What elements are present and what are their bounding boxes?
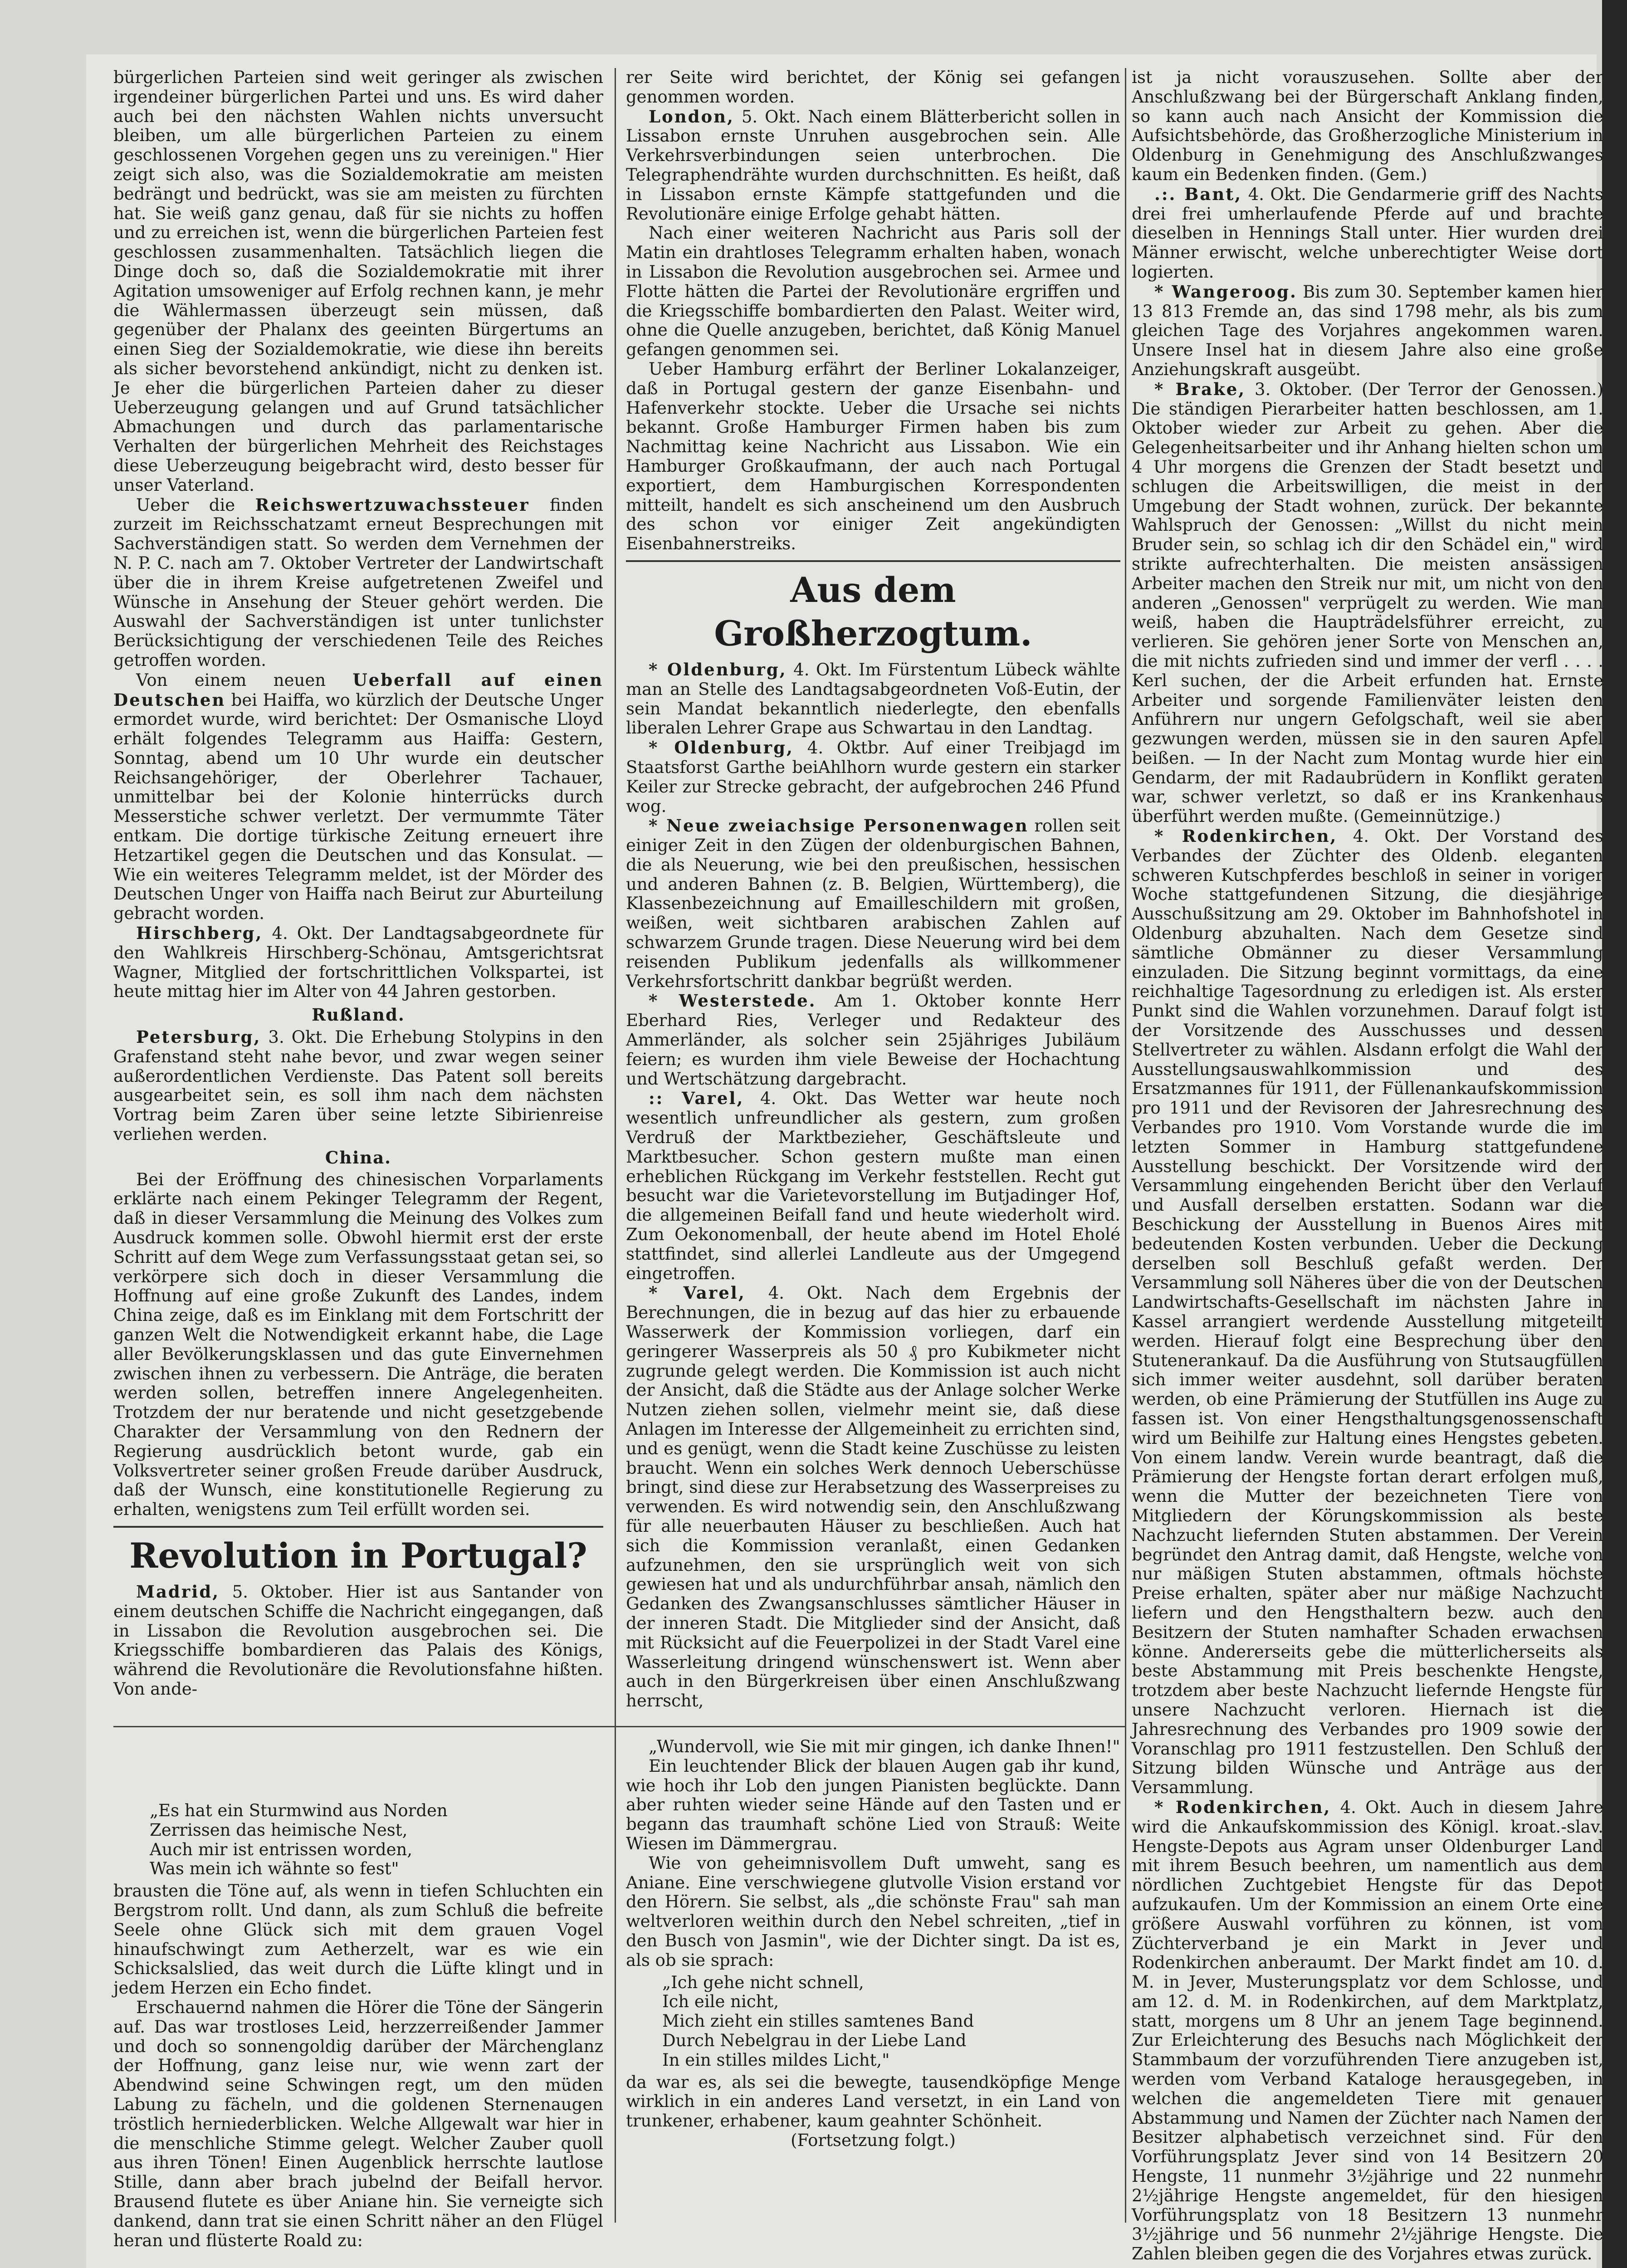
poem-line: Ich eile nicht, (662, 1992, 779, 2012)
column-3 (1132, 68, 1604, 2264)
paragraph: da war es, als sei die bewegte, tausendköpfige Menge wirklich in ein anderes Land versetzt, in ein Land von trunkener, erhabener, kaum geahnter Schönheit. (626, 2072, 1120, 2131)
poem (113, 1801, 603, 1879)
section-heading: China. (325, 1147, 392, 1168)
paragraph: .:. Bant, 4. Okt. Die Gendarmerie griff des Nachts drei frei umherlaufende Pferde auf und brachte dieselben in Hennings Stall unter. Hier wurden drei Männer erwischt, welche unberechtigter Weise dort logierten. (1132, 184, 1603, 282)
paragraph: * Oldenburg, 4. Oktbr. Auf einer Treibjagd im Staatsforst Garthe beiAhlhorn wurde gestern ein starker Keiler zur Strecke gebracht, der aufgebrochen 246 Pfund wog. (626, 738, 1120, 816)
paragraph: Von einem neuen Ueberfall auf einen Deutschen bei Haiffa, wo kürzlich der Deutsche Unger ermordet wurde, wird berichtet: Der Osmanische Lloyd erhält folgendes Telegramm aus Haiffa: Gestern, Sonntag, abend um 10 Uhr wurde ein deutscher Reichsangehöriger, der Oberlehrer Tachauer, unmittelbar bei der Kolonie hinterrücks durch Messerstiche schwer verletzt. Der vermummte Täter entkam. Die dortige türkische Zeitung erneuert ihre Hetzartikel gegen die Deutschen und das Konsulat. — Wie ein weiteres Telegramm meldet, ist der Mörder des Deutschen Unger von Haiffa nach Beirut zur Aburteilung gebracht worden. (113, 670, 603, 924)
poem-line: In ein stilles mildes Licht," (662, 2050, 890, 2070)
paragraph: * Rodenkirchen, 4. Okt. Der Vorstand des Verbandes der Züchter des Oldenb. eleganten schweren Kutschpferdes beschloß in seiner in voriger Woche stattgefundenen Sitzung, die diesjährige Ausschußsitzung am 29. Oktober im Bahnhofshotel in Oldenburg abzuhalten. Nach dem Gesetze sind sämtliche Obmänner zu dieser Versammlung einzuladen. Die Sitzung beginnt vormittags, da eine reichhaltige Tagesordnung zu erledigen ist. Als erster Punkt sind die Wahlen vorzunehmen. Darauf folgt ist der Vorsitzende des Ausschusses und dessen Stellvertreter zu wählen. Alsdann erfolgt die Wahl der Ausstellungsauswahlkommission und des Ersatzmannes für 1911, der Füllenankaufskommission pro 1911 und der Revisoren der Jahresrechnung des Verbandes pro 1910. Vom Vorstande wurde die im letzten Sommer in Hamburg stattgefundene Ausstellung beschickt. Der Vorsitzende wird der Versammlung eingehenden Bericht über den Verlauf und Ausfall derselben erstatten. Sodann war die Beschickung der Ausstellung in Buenos Aires mit bedeutenden Kosten verbunden. Ueber die Deckung derselben soll Beschluß gefaßt werden. Der Versammlung soll Näheres über die von der Deutschen Landwirtschafts-Gesellschaft im nächsten Jahre in Kassel arrangiert werdende Ausstellung mitgeteilt werden. Hierauf folgt eine Besprechung über den Stutenerankauf. Da die Ausführung von Stutsaugfüllen sich immer weiter ausdehnt, soll darüber beraten werden, ob eine Prämierung der Stutfüllen ins Auge zu fassen ist. Von einer Hengsthaltungsgenossenschaft wird um Beihilfe zur Haltung eines Hengstes gebeten. Von einem landw. Verein wurde beantragt, daß die Prämierung der Hengste fortan derart erfolgen muß, wenn die Mutter der bezeichneten Tiere von Mitgliedern der Körungskommission als beste Nachzucht liefernden Stuten abstammen. Der Verein begründet den Antrag damit, daß Hengste, welche von nur mäßigen Stuten abstammen, oftmals höchste Preise erhalten, später aber nur mäßige Nachzucht liefern und den Hengsthaltern bezw. auch den Besitzern der Stuten namhafter Schaden erwachsen könne. Andererseits gebe die mütterlicherseits als beste Abstammung mit Preis beschenkte Hengste, trotzdem aber beste Nachzucht liefernde Hengste für unsere Nachzucht verloren. Hiernach ist die Jahresrechnung des Verbandes pro 1909 sowie der Voranschlag pro 1911 festzustellen. Den Schluß der Sitzung bilden Wünsche und Anträge aus der Versammlung. (1132, 826, 1603, 1798)
paragraph: * Neue zweiachsige Personenwagen rollen seit einiger Zeit in den Zügen der oldenburgischen Bahnen, die als Neuerung, wie bei den preußischen, hessischen und anderen Bahnen (z. B. Belgien, Württemberg), die Klassenbezeichnung auf Emailleschildern mit großen, weißen, weit sichtbaren arabischen Zahlen auf schwarzem Grunde tragen. Diese Neuerung wird bei dem reisenden Publikum jedenfalls als willkommener Verkehrsfortschritt dankbar begrüßt werden. (626, 816, 1120, 991)
divider (113, 1526, 603, 1528)
column-2 (626, 68, 1120, 1746)
paragraph: * Oldenburg, 4. Okt. Im Fürstentum Lübeck wählte man an Stelle des Landtagsabgeordneten Voß-Eutin, der sein Mandat bekanntlich niederlegte, den ebenfalls liberalen Lehrer Grape aus Schwartau in den Landtag. (626, 659, 1120, 738)
paragraph: rer Seite wird berichtet, der König sei gefangen genommen worden. (626, 68, 1120, 107)
poem-line: „Ich gehe nicht schnell, (662, 1972, 864, 1992)
poem (626, 1973, 1120, 2070)
poem-line: „Es hat ein Sturmwind aus Norden (150, 1801, 448, 1820)
paragraph: * Westerstede. Am 1. Oktober konnte Herr Eberhard Ries, Verleger und Redakteur des Ammerländer, als solcher sein 25jähriges Jubiläum feiern; es wurden ihm viele Beweise der Hochachtung und Wertschätzung dargebracht. (626, 991, 1120, 1089)
poem-line: Auch mir ist entrissen worden, (150, 1839, 413, 1859)
feuilleton-column-1 (113, 1799, 603, 2250)
paragraph: Wie von geheimnisvollem Duft umweht, sang es Aniane. Eine verschwiegene glutvolle Vision erstand vor den Hörern. Sie selbst, als „die schönste Frau" sah man weltverloren weithin durch den Nebel schreiten, „tief in den Busch von Jasmin", wie der Dichter singt. Da ist es, als ob sie sprach: (626, 1853, 1120, 1970)
paragraph: bürgerlichen Parteien sind weit geringer als zwischen irgendeiner bürgerlichen Partei und uns. Es wird daher auch bei den nächsten Wahlen nichts unversucht bleiben, um alle bürgerlichen Parteien zu einem geschlossenen Vorgehen gegen uns zu vereinigen." Hier zeigt sich also, was die Sozialdemokratie am meisten bedrängt und bedrückt, was sie am meisten zu fürchten hat. Sie weiß ganz genau, daß für sie nichts zu hoffen und zu erreichen ist, wenn die bürgerlichen Parteien fest geschlossen zusammenhalten. Tatsächlich liegen die Dinge doch so, daß die Sozialdemokratie mit ihrer Agitation umsoweniger auf Erfolg rechnen kann, je mehr die Wählermassen überzeugt sein müssen, daß gegenüber der Phalanx des geeinten Bürgertums an einen Sieg der Sozialdemokratie, wie diese ihn bereits als sicher bevorstehend ankündigt, nicht zu denken ist. Je eher die bürgerlichen Parteien daher zu dieser Ueberzeugung gelangen und auf Grund tatsächlicher Abmachungen und durch das parlamentarische Verhalten der bürgerlichen Mehrheit des Reichstages diese Ueberzeugung beigebracht wird, desto besser für unser Vaterland. (113, 68, 603, 495)
paragraph: Petersburg, 3. Okt. Die Erhebung Stolypins in den Grafenstand steht nahe bevor, und zwar wegen seiner außerordentlichen Verdienste. Das Patent soll bereits ausgearbeitet sein, es soll ihm nach dem nächsten Vortrag beim Zaren über seine letzte Sibirienreise verliehen werden. (113, 1027, 603, 1144)
paragraph: Erschauernd nahmen die Hörer die Töne der Sängerin auf. Das war trostloses Leid, herzzerreißender Jammer und doch so sonnengoldig darüber der Märchenglanz der Hoffnung, ganz leise nur, wie wenn zart der Abendwind seine Schwingen regt, um den müden Labung zu fächeln, und die goldenen Sternenaugen tröstlich herniederblicken. Welche Allgewalt war hier in die menschliche Stimme gelegt. Welcher Zauber quoll aus ihren Tönen! Einen Augenblick herrschte lautlose Stille, dann aber brach jubelnd der Beifall hervor. Brausend flutete es über Aniane hin. Sie verneigte sich dankend, dann trat sie einen Schritt näher an den Flügel heran und flüsterte Roald zu: (113, 1997, 603, 2250)
continuation-note: (Fortsetzung folgt.) (791, 2130, 956, 2150)
paragraph: London, 5. Okt. Nach einem Blätterbericht sollen in Lissabon ernste Unruhen ausgebrochen sein. Alle Verkehrsverbindungen seien unterbrochen. Die Telegraphendrähte wurden durchschnitten. Es heißt, daß in Lissabon ernste Kämpfe stattgefunden und die Revolutionäre einige Erfolge gehabt hätten. (626, 106, 1120, 224)
divider (626, 560, 1120, 562)
poem-line: Zerrissen das heimische Nest, (150, 1820, 408, 1840)
paragraph: Madrid, 5. Oktober. Hier ist aus Santander von einem deutschen Schiffe die Nachricht eingegangen, daß in Lissabon die Revolution ausgebrochen sei. Die Kriegsschiffe bombardieren das Palais des Königs, während die Revolutionäre die Revolutionsfahne hißten. Von ande- (113, 1581, 603, 1699)
paragraph: * Brake, 3. Oktober. (Der Terror der Genossen.) Die ständigen Pierarbeiter hatten beschlossen, am 1. Oktober wieder zur Arbeit zu gehen. Aber die Gelegenheitsarbeiter und ihr Anhang hielten schon um 4 Uhr morgens die Grenzen der Stadt besetzt und schlugen die Arbeitswilligen, die meist in der Umgebung der Stadt wohnen, zurück. Der bekannte Wahlspruch der Genossen: „Willst du nicht mein Bruder sein, so schlag ich dir den Schädel ein," wird strikte aufrechterhalten. Die meisten ansässigen Arbeiter machen den Streik nur mit, um nicht von den anderen „Genossen" verprügelt zu werden. Wie man weiß, haben die Haupträdelsführer erreicht, zu verlieren. Sie gehören jener Sorte von Menschen an, die mit nichts zufrieden sind und immer der verfl . . . . Kerl suchen, der die Arbeit erfunden hat. Ernste Arbeiter und sorgende Familienväter leisten den Anführern nur ungern Gefolgschaft, weil sie aber gezwungen werden, müssen sie in den sauren Apfel beißen. — In der Nacht zum Montag wurde hier ein Gendarm, der mit Radaubrüdern in Konflikt geraten war, schwer verletzt, so daß er ins Krankenhaus überführt werden mußte. (Gemeinnützige.) (1132, 379, 1604, 826)
paragraph: „Wundervoll, wie Sie mit mir gingen, ich danke Ihnen!" (649, 1737, 1120, 1756)
paragraph: Ueber die Reichswertzuwachssteuer finden zurzeit im Reichsschatzamt erneut Besprechungen mit Sachverständigen statt. So werden dem Vernehmen der N. P. C. nach am 7. Oktober Vertreter der Landwirtschaft über die in ihrem Kreise aufgetretenen Zweifel und Wünsche in Ansehung der Steuer gehört werden. Die Auswahl der Sachverständigen ist unter tunlichster Berücksichtigung der verschiedenen Teile des Reiches getroffen worden. (113, 494, 603, 670)
column-rule-2 (1125, 68, 1126, 2223)
article-headline: Revolution in Portugal? (129, 1535, 587, 1576)
poem-line: Was mein ich wähnte so fest" (150, 1859, 399, 1879)
paragraph: * Wangeroog. Bis zum 30. September kamen hier 13 813 Fremde an, das sind 1798 mehr, als bis zum gleichen Tage des Vorjahres angekommen waren. Unsere Insel hat in diesem Jahre also eine große Anziehungskraft ausgeübt. (1132, 281, 1603, 379)
paragraph: * Rodenkirchen, 4. Okt. Auch in diesem Jahre wird die Ankaufskommission des Königl. kroat.-slav. Hengste-Depots aus Agram unser Oldenburger Land mit ihrem Besuch beehren, um namentlich aus dem nördlichen Zuchtgebiet Hengste für das Depot aufzukaufen. Um der Kommission an einem Orte eine größere Auswahl vorführen zu können, ist vom Züchterverband je ein Markt in Jever und Rodenkirchen anberaumt. Der Markt findet am 10. d. M. in Jever, Musterungsplatz vor dem Schlosse, und am 12. d. M. in Rodenkirchen, auf dem Marktplatz, statt, morgens um 8 Uhr an jenem Tage beginnend. Zur Erleichterung des Besuchs nach Möglichkeit der Stammbaum der vorzuführenden Tiere anzugeben ist, werden vom Verband Kataloge herausgegeben, in welchen die angemeldeten Tiere mit genauer Abstammung und Namen der Züchter nach Namen der Besitzer alphabetisch verzeichnet sind. Für den Vorführungsplatz Jever sind von 14 Besitzern 20 Hengste, 11 nunmehr 3½jährige und 22 nunmehr 2½jährige Hengste angemeldet, für den hiesigen Vorführungsplatz von 18 Besitzern 13 nunmehr 3½jährige und 56 nunmehr 2½jährige Hengste. Die Zahlen bleiben gegen die des Vorjahres etwas zurück. (1132, 1797, 1603, 2264)
paragraph: * Varel, 4. Okt. Nach dem Ergebnis der Berechnungen, die in bezug auf das hier zu erbauende Wasserwerk der Kommission vorliegen, darf ein geringerer Wasserpreis als 50 ₰ pro Kubikmeter nicht zugrunde gelegt werden. Die Kommission ist auch nicht der Ansicht, daß die Städte aus der Anlage solcher Werke Nutzen ziehen sollen, vielmehr meint sie, daß diese Anlagen im Interesse der Allgemeinheit zu errichten sind, und es genügt, wenn die Stadt keine Zuschüsse zu leisten braucht. Wenn ein solches Werk dennoch Ueberschüsse bringt, sind diese zur Herabsetzung des Wasserpreises zu verwenden. Es wird notwendig sein, den Anschlußzwang für alle neuerbauten Häuser zu beschließen. Auch hat sich die Kommission veranlaßt, einen Gedanken aufzunehmen, den sie ursprünglich weit von sich gewiesen hat und als undurchführbar ansah, nämlich den Gedanken des Zwangsanschlusses sämtlicher Häuser in der inneren Stadt. Die Mitglieder sind der Ansicht, daß mit Rücksicht auf die Feuerpolizei in der Stadt Varel eine Wasserleitung dringend wünschenswert ist. Wenn aber auch in den Bürgerkreisen über einen Anschlußzwang herrscht, (626, 1283, 1120, 1711)
paragraph: ist ja nicht vorauszusehen. Sollte aber der Anschlußzwang bei der Bürgerschaft Anklang finden, so kann auch nach Ansicht der Kommission die Aufsichtsbehörde, das Großherzogliche Ministerium in Oldenburg in Genehmigung des Anschlußzwanges kaum ein Bedenken finden. (Gem.) (1132, 68, 1603, 184)
paragraph: brausten die Töne auf, als wenn in tiefen Schluchten ein Bergstrom rollt. Und dann, als zum Schluß die befreite Seele ohne Glück sich mit dem grauen Vogel hinaufschwingt zum Aetherzelt, war es wie ein Schicksalslied, das weit durch die Lüfte klingt und in jedem Herzen ein Echo findet. (113, 1881, 603, 1998)
column-rule-1 (615, 68, 616, 2223)
feuilleton-column-2 (626, 1737, 1120, 2227)
section-heading: Rußland. (312, 1005, 405, 1025)
poem-line: Durch Nebelgrau in der Liebe Land (662, 2030, 967, 2050)
paragraph: Nach einer weiteren Nachricht aus Paris soll der Matin ein drahtloses Telegramm erhalten haben, wonach in Lissabon die Revolution ausgebrochen sei. Armee und Flotte hätten die Partei der Revolutionäre ergriffen und die Kriegsschiffe bombardierten den Palast. Weiter wird, ohne die Quelle anzugeben, berichtet, daß König Manuel gefangen genommen sei. (626, 223, 1120, 360)
paragraph: Ueber Hamburg erfährt der Berliner Lokalanzeiger, daß in Portugal gestern der ganze Eisenbahn- und Hafenverkehr stockte. Ueber die Ursache sei nichts bekannt. Große Hamburger Firmen haben bis zum Nachmittag keine Nachricht aus Lissabon. Wie ein Hamburger Großkaufmann, der auch nach Portugal exportiert, dem Hamburgischen Korrespondenten mitteilt, handelt es sich anscheinend um den Ausbruch des schon vor einiger Zeit angekündigten Eisenbahnerstreiks. (626, 359, 1120, 554)
paragraph: Bei der Eröffnung des chinesischen Vorparlaments erklärte nach einem Pekinger Telegramm der Regent, daß in dieser Versammlung die Meinung des Volkes zum Ausdruck kommen solle. Obwohl hiermit erst der erste Schritt auf dem Wege zum Verfassungsstaat getan sei, so verkörpere sich doch in dieser Versammlung die Hoffnung auf eine große Zukunft des Landes, indem China zeige, daß es im Einklang mit dem Fortschritt der ganzen Welt die Notwendigkeit erkannt habe, die Lage aller Bevölkerungsklassen und das gute Einvernehmen zwischen ihnen zu verbessern. Die Anträge, die beraten werden sollen, betreffen innere Angelegenheiten. Trotzdem der nur beratende und nicht gesetzgebende Charakter der Versammlung von den Rednern der Regierung ausdrücklich betont wurde, gab ein Volksvertreter seiner großen Freude darüber Ausdruck, daß der Wunsch, eine konstitutionelle Regierung zu erhalten, wenigstens zum Teil erfüllt worden sei. (113, 1169, 603, 1520)
paragraph: Hirschberg, 4. Okt. Der Landtagsabgeordnete für den Wahlkreis Hirschberg-Schönau, Amtsgerichtsrat Wagner, Mitglied der fortschrittlichen Volkspartei, ist heute mittag hier im Alter von 44 Jahren gestorben. (113, 923, 603, 1002)
page-edge (1602, 0, 1627, 2268)
section-headline: Aus dem Großherzogtum. (714, 569, 1032, 654)
paragraph: :: Varel, 4. Okt. Das Wetter war heute noch wesentlich unfreundlicher als gestern, zum großen Verdruß der Marktbezieher, Geschäftsleute und Marktbesucher. Schon gestern mußte man einen erheblichen Rückgang im Verkehr feststellen. Recht gut besucht war die Varietevorstellung im Butjadinger Hof, die allgemeinen Beifall fand und heute wiederholt wird. Zum Oekonomenball, der heute abend im Hotel Eholé stattfindet, sind allerlei Landleute aus der Umgegend eingetroffen. (626, 1088, 1120, 1283)
poem-line: Mich zieht ein stilles samtenes Band (662, 2011, 974, 2031)
paragraph: Ein leuchtender Blick der blauen Augen gab ihr kund, wie hoch ihr Lob den jungen Pianisten beglückte. Dann aber ruhten wieder seine Hände auf den Tasten und er begann das traumhaft schöne Lied von Strauß: Weite Wiesen im Dämmergrau. (626, 1756, 1120, 1853)
